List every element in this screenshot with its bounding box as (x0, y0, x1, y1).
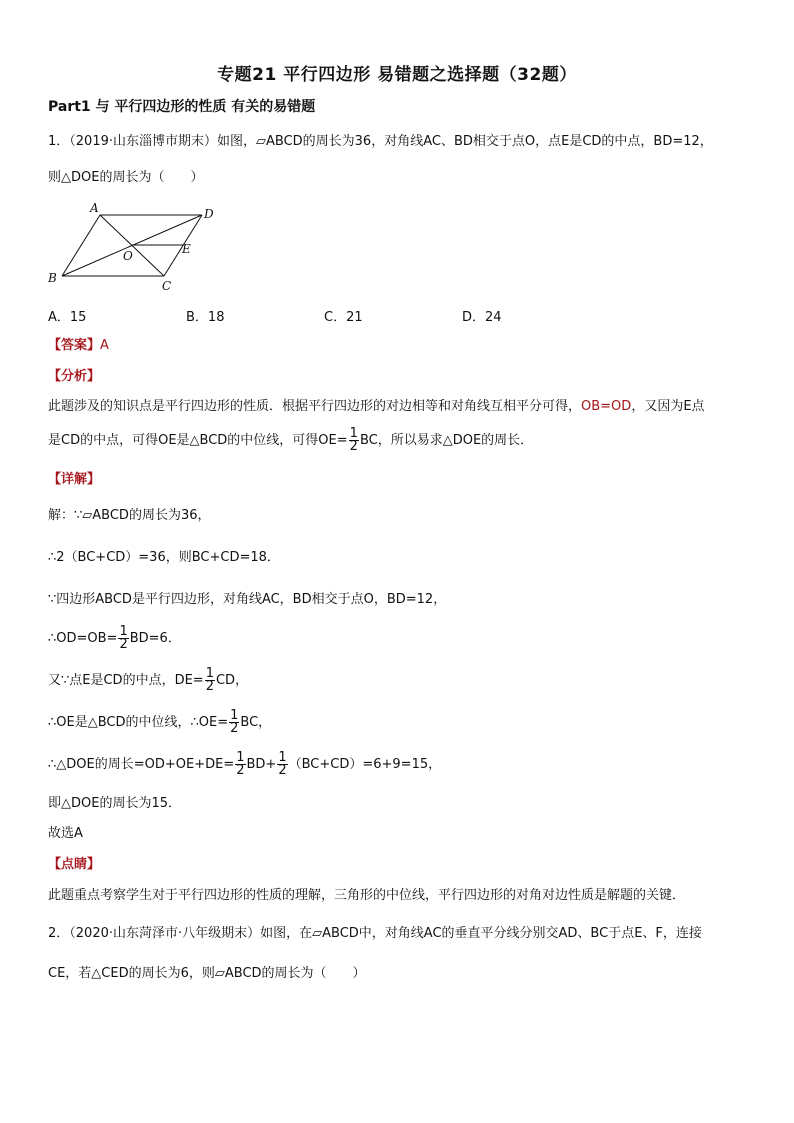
detail-step1: 解：∵▱ABCD的周长为36， (48, 508, 211, 523)
option-a: A．15 (48, 310, 87, 325)
answer-label: 【答案】 (48, 338, 101, 353)
fraction-half: $\frac{1}{2}$ (236, 750, 245, 778)
detail-text: 又∵点E是CD的中点，DE= (48, 673, 204, 688)
detail-text: BC， (240, 715, 272, 730)
option-d: D．24 (462, 310, 502, 325)
parallelogram-figure (44, 198, 224, 294)
detail-step2: ∴2（BC+CD）=36，则BC+CD=18． (48, 550, 280, 565)
detail-text: （BC+CD）=6+9=15， (288, 757, 442, 772)
label-d: D (204, 207, 214, 221)
label-o: O (123, 249, 133, 263)
label-b: B (48, 271, 57, 285)
detail-step4 (48, 622, 181, 656)
option-c: C．21 (324, 310, 363, 325)
fraction-half: $\frac{1}{2}$ (230, 708, 239, 736)
comment-label: 【点睛】 (48, 857, 101, 872)
detail-step6 (48, 706, 271, 740)
fraction-half: $\frac{1}{2}$ (205, 666, 214, 694)
analysis-text: ，又因为E点 (631, 399, 705, 414)
edge-ab (62, 215, 100, 276)
detail-step3: ∵四边形ABCD是平行四边形，对角线AC，BD相交于点O，BD=12， (48, 592, 447, 607)
analysis-text: 此题涉及的知识点是平行四边形的性质．根据平行四边形的对边相等和对角线互相平分可得， (48, 399, 582, 414)
detail-text: BD+ (246, 757, 277, 772)
label-c: C (162, 279, 172, 293)
fraction-half: $\frac{1}{2}$ (119, 624, 128, 652)
analysis-text: BC，所以易求△DOE的周长． (359, 433, 534, 448)
detail-text: CD， (215, 673, 249, 688)
detail-text: BD=6． (129, 631, 181, 646)
page-title: 专题21 平行四边形 易错题之选择题（32题） (217, 65, 577, 85)
q2-stem-line2: CE，若△CED的周长为6，则▱ABCD的周长为（ ） (48, 966, 366, 981)
detail-text: ∴OD=OB= (48, 631, 118, 646)
analysis-ob-od: OB=OD (581, 399, 632, 414)
fraction-half: $\frac{1}{2}$ (278, 750, 287, 778)
detail-label: 【详解】 (48, 472, 101, 487)
comment-text: 此题重点考察学生对于平行四边形的性质的理解，三角形的中位线，平行四边形的对角对边性质是解题的关键． (48, 888, 686, 903)
answer-line (48, 336, 109, 356)
detail-step8: 即△DOE的周长为15． (48, 796, 181, 811)
q2-stem-line1: 2．（2020·山东菏泽市·八年级期末）如图，在▱ABCD中，对角线AC的垂直平分线分别交AD、BC于点E、F，连接 (48, 926, 702, 941)
label-a: A (90, 201, 99, 215)
detail-step7 (48, 748, 441, 782)
fraction-half: $\frac{1}{2}$ (349, 426, 358, 454)
detail-step9: 故选A (48, 826, 83, 841)
analysis-label: 【分析】 (48, 369, 101, 384)
answer-value: A (100, 338, 109, 353)
analysis-text: 是CD的中点，可得OE是△BCD的中位线，可得OE= (48, 433, 348, 448)
section-heading: Part1 与 平行四边形的性质 有关的易错题 (48, 99, 316, 115)
label-e: E (182, 242, 191, 256)
analysis-line2 (48, 424, 533, 458)
q1-stem-line1: 1．（2019·山东淄博市期末）如图，▱ABCD的周长为36，对角线AC、BD相交于点O，点E是CD的中点，BD=12， (48, 134, 713, 149)
option-b: B．18 (186, 310, 225, 325)
detail-step5 (48, 664, 248, 698)
detail-text: ∴△DOE的周长=OD+OE+DE= (48, 757, 235, 772)
analysis-line1 (48, 397, 705, 417)
detail-text: ∴OE是△BCD的中位线，∴OE= (48, 715, 229, 730)
q1-stem-line2: 则△DOE的周长为（ ） (48, 170, 204, 185)
